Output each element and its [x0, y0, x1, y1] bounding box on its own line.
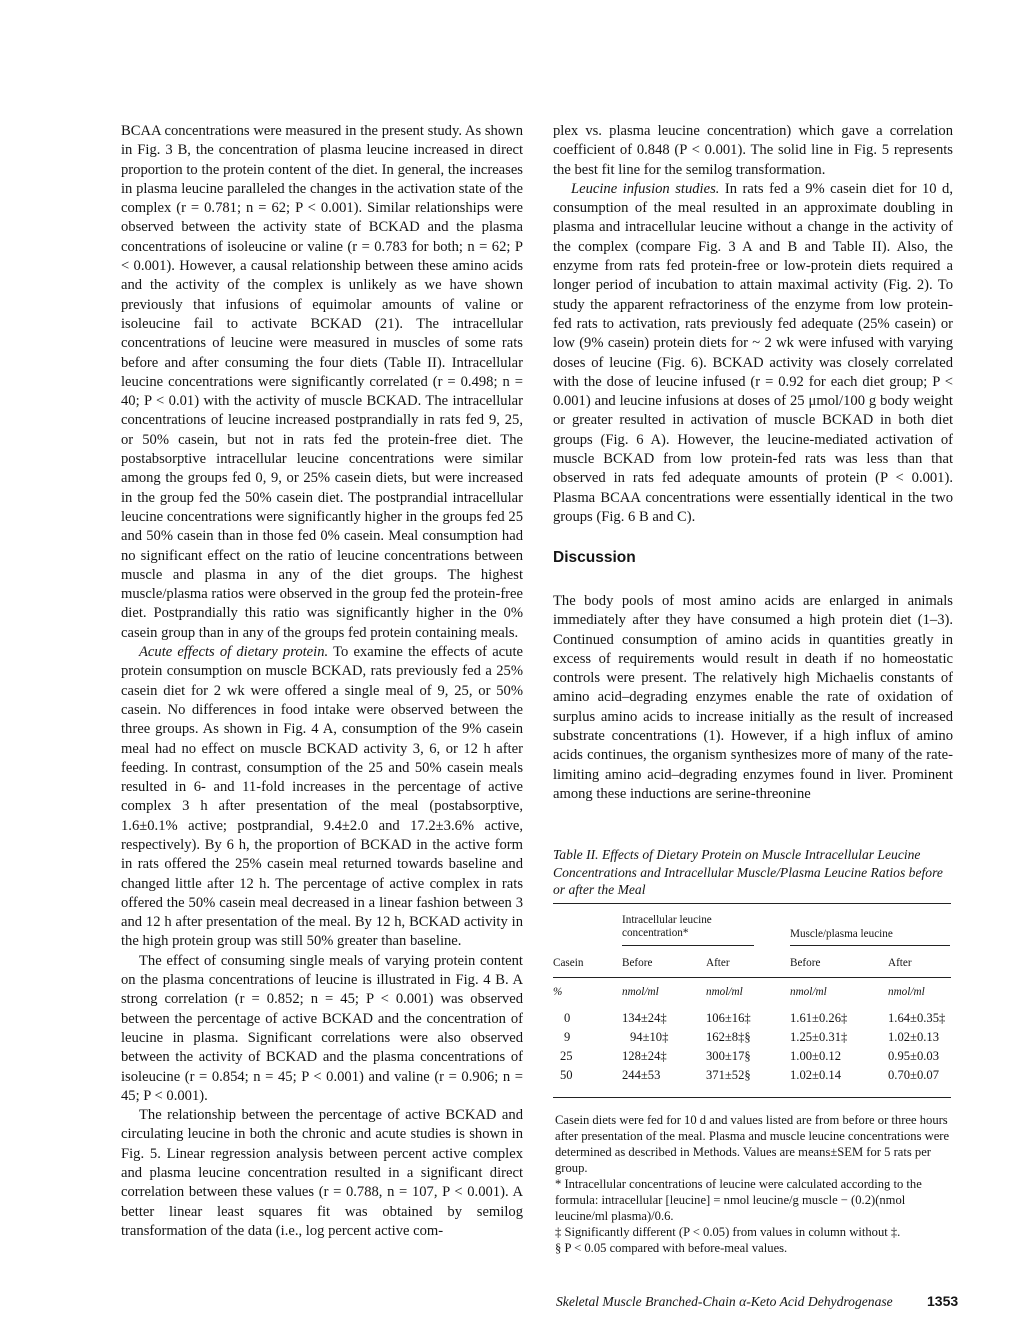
- table-caption: Table II. Effects of Dietary Protein on Muscle Intracellular Leucine Concentrations and Intracellular Muscle/Plasma Leucine Ratios before or after the Meal: [553, 847, 943, 897]
- table-group-rule: [622, 945, 754, 946]
- table-col-header: Before: [790, 957, 821, 969]
- table-cell: 0.95±0.03: [888, 1049, 939, 1063]
- table-cell: 1.02±0.14: [790, 1068, 841, 1082]
- table-footnotes: [555, 1112, 951, 1256]
- paragraph: plex vs. plasma leucine concentration) which gave a correlation coefficient of 0.848 (P < 0.001). The solid line in Fig. 5 represents the best fit line for the semilog transformation.: [553, 123, 953, 178]
- table-group-header: Muscle/plasma leucine: [790, 928, 893, 940]
- run-in-heading: Acute effects of dietary protein.: [139, 644, 329, 661]
- paragraph-text: To examine the effects of acute protein consumption on muscle BCKAD, rats previously fed a 25% casein diet for 2 wk were offered a single meal of 9, 25, or 50% casein. No differences in food intake were observed between the three groups. As shown in Fig. 4 A, consumption of the 9% casein meal had no effect on muscle BCKAD activity 3, 6, or 12 h after feeding. In contrast, consumption of the 25 and 50% casein meals resulted in 6- and 11-fold increases in the percentage of active complex 3 h after presentation of the meal (postabsorptive, 1.6±0.1% active; postprandial, 9.4±2.0 and 17.2±3.6% active, respectively). By 6 h, the proportion of BCKAD in the active form in rats offered the 25% casein meal returned towards baseline and changed little after 12 h. The percentage of active complex in rats offered the 50% casein meal decreased in a linear fashion between 3 and 12 h after presentation of the meal. By 12 h, BCKAD activity in the high protein group was still 50% greater than baseline.: [121, 644, 523, 950]
- table-cell: 300±17§: [706, 1049, 751, 1063]
- table-col-header: After: [706, 957, 730, 969]
- table-bottom-rule: [553, 1097, 951, 1098]
- table-cell: 1.25±0.31‡: [790, 1030, 848, 1044]
- table-cell: 106±16‡: [706, 1011, 751, 1025]
- table-group-header: Intracellular leucine concentration*: [622, 914, 712, 939]
- section-heading: Discussion: [553, 549, 636, 566]
- table-unit: nmol/ml: [706, 986, 743, 998]
- table-unit: %: [553, 986, 563, 998]
- table-header-rule: [553, 977, 951, 978]
- paragraph: [553, 180, 953, 527]
- table-col-header: Casein: [553, 957, 584, 969]
- paragraph: The relationship between the percentage of active BCKAD and circulating leucine in both the chronic and acute studies is shown in Fig. 5. Linear regression analysis between percent active complex and plasma leucine concentration resulted in a significant direct correlation between these values (r = 0.788, n = 107, P < 0.001). A better linear least squares fit was obtained by semilog transformation of the data (i.e., log percent active com-: [121, 1107, 523, 1239]
- page-number: 1353: [927, 1293, 959, 1309]
- table-cell: 1.61±0.26‡: [790, 1011, 848, 1025]
- table-cell: 134±24‡: [622, 1011, 667, 1025]
- table-unit: nmol/ml: [888, 986, 925, 998]
- table-cell: 371±52§: [706, 1068, 751, 1082]
- table-footnote: ‡ Significantly different (P < 0.05) from values in column without ‡.: [555, 1225, 901, 1239]
- table-cell: 0: [564, 1011, 571, 1025]
- table-cell: 0.70±0.07: [888, 1068, 939, 1082]
- paragraph: The effect of consuming single meals of varying protein content on the plasma concentrations of leucine is illustrated in Fig. 4 B. A strong correlation (r = 0.852; n = 45; P < 0.001) was observed between the percentage of active BCKAD and the concentration of leucine in plasma. Significant correlations were also observed between the activity of BCKAD and the plasma concentrations of isoleucine (r = 0.854; n = 45; P < 0.001) and valine (r = 0.906; n = 45; P < 0.001).: [121, 952, 523, 1104]
- table-top-rule: [553, 903, 951, 904]
- paragraph: BCAA concentrations were measured in the present study. As shown in Fig. 3 B, the concentration of plasma leucine increased in direct proportion to the protein content of the diet. In general, the increases in plasma leucine paralleled the changes in the activation state of the complex (r = 0.781; n = 62; P < 0.001). Similar relationships were observed between the activity state of BCKAD and the plasma concentrations of isoleucine or valine (r = 0.783 for both; n = 62; P < 0.001). However, a causal relationship between these amino acids and the activity of the complex is unlikely as we have shown previously that infusions of equimolar amounts of valine or isoleucine fail to activate BCKAD (21). The intracellular concentrations of leucine were measured in muscles of some rats before and after consuming the four diets (Table II). Intracellular leucine concentrations were significantly correlated (r = 0.498; n = 40; P < 0.01) with the activity of muscle BCKAD. The intracellular concentrations of leucine increased postprandially in rats fed 9, 25, or 50% casein, but not in rats fed the protein-free diet. The postabsorptive intracellular leucine concentrations were similar among the groups fed 0, 9, or 25% casein diets, but were increased in the group fed the 50% casein diet. The postprandial intracellular leucine concentrations were significantly higher in the groups fed 25 and 50% casein than in those fed 0% casein. Meal consumption had no significant effect on the ratio of leucine concentrations between muscle and plasma in any of the diet groups. The highest muscle/plasma ratios were observed in the group fed the protein-free diet. Postprandially this ratio was significantly higher in the 0% casein group than in any of the groups fed protein containing meals.: [121, 123, 523, 641]
- table-group-rule: [790, 945, 950, 946]
- table-cell: 25: [560, 1049, 573, 1063]
- table-cell: 1.64±0.35‡: [888, 1011, 946, 1025]
- paragraph: [121, 643, 523, 952]
- right-column: [553, 122, 953, 527]
- paragraph: The body pools of most amino acids are enlarged in animals immediately after they have consumed a high protein diet (1–3). Continued consumption of amino acids in quantities greatly in excess of requirements would result in death if no homeostatic controls were present. The relatively high Michaelis constants of amino acid–degrading enzymes enable the rate of oxidation of surplus amino acids to increase initially as the result of increased substrate concentrations (1). However, if a high influx of amino acids continues, the organism synthesizes more of many of the rate-limiting amino acid–degrading enzymes found in liver. Prominent among these inductions are serine-threonine: [553, 593, 953, 802]
- table-cell: 162±8‡§: [706, 1030, 751, 1044]
- table-col-header: After: [888, 957, 912, 969]
- table-cell: 128±24‡: [622, 1049, 667, 1063]
- run-in-heading: Leucine infusion studies.: [571, 180, 720, 197]
- table-cell: 1.00±0.12: [790, 1049, 841, 1063]
- table-footnote: * Intracellular concentrations of leucine were calculated according to the formula: intracellular [leucine] = nmol leucine/g muscle − (0.2)(nmol leucine/ml plasma)/0.6.: [555, 1177, 922, 1223]
- table-unit: nmol/ml: [790, 986, 827, 998]
- table-cell: 9: [564, 1030, 571, 1044]
- table-col-header: Before: [622, 957, 653, 969]
- running-title: Skeletal Muscle Branched-Chain α-Keto Acid Dehydrogenase: [556, 1294, 893, 1309]
- table-cell: 94±10‡: [630, 1030, 669, 1044]
- table-footnote: § P < 0.05 compared with before-meal values.: [555, 1241, 788, 1255]
- table-cell: 50: [560, 1068, 573, 1082]
- paragraph-text: In rats fed a 9% casein diet for 10 d, consumption of the meal resulted in an approximate doubling in plasma and intracellular leucine without a change in the activity of the complex (compare Fig. 3 A and B and Table II). Also, the enzyme from rats fed protein-free or low-protein diets required a longer period of incubation to attain maximal activity (Fig. 2). To study the apparent refractoriness of the enzyme from low protein-fed rats to activation, rats previously fed adequate (25% casein) or low (9% casein) protein diets for ~ 2 wk were infused with varying doses of leucine (Fig. 6). BCKAD activity was closely correlated with the dose of leucine infused (r = 0.92 for each diet group; P < 0.001) and leucine infusions at doses of 25 μmol/100 g body weight or greater resulted in activation of muscle BCKAD in both diet groups (Fig. 6 A). However, the leucine-mediated activation of muscle BCKAD from low protein-fed rats was less than that observed in rats fed adequate amounts of protein (P < 0.001). Plasma BCAA concentrations were essentially identical in the two groups (Fig. 6 B and C).: [553, 180, 953, 525]
- table-cell: 1.02±0.13: [888, 1030, 939, 1044]
- table-cell: 244±53: [622, 1068, 661, 1082]
- table-footnote: Casein diets were fed for 10 d and values listed are from before or three hours after presentation of the meal. Plasma and muscle leucine concentrations were determined as described in Methods. Values are means±SEM for 5 rats per group.: [555, 1113, 950, 1175]
- left-column: [121, 122, 523, 1241]
- table-unit: nmol/ml: [622, 986, 659, 998]
